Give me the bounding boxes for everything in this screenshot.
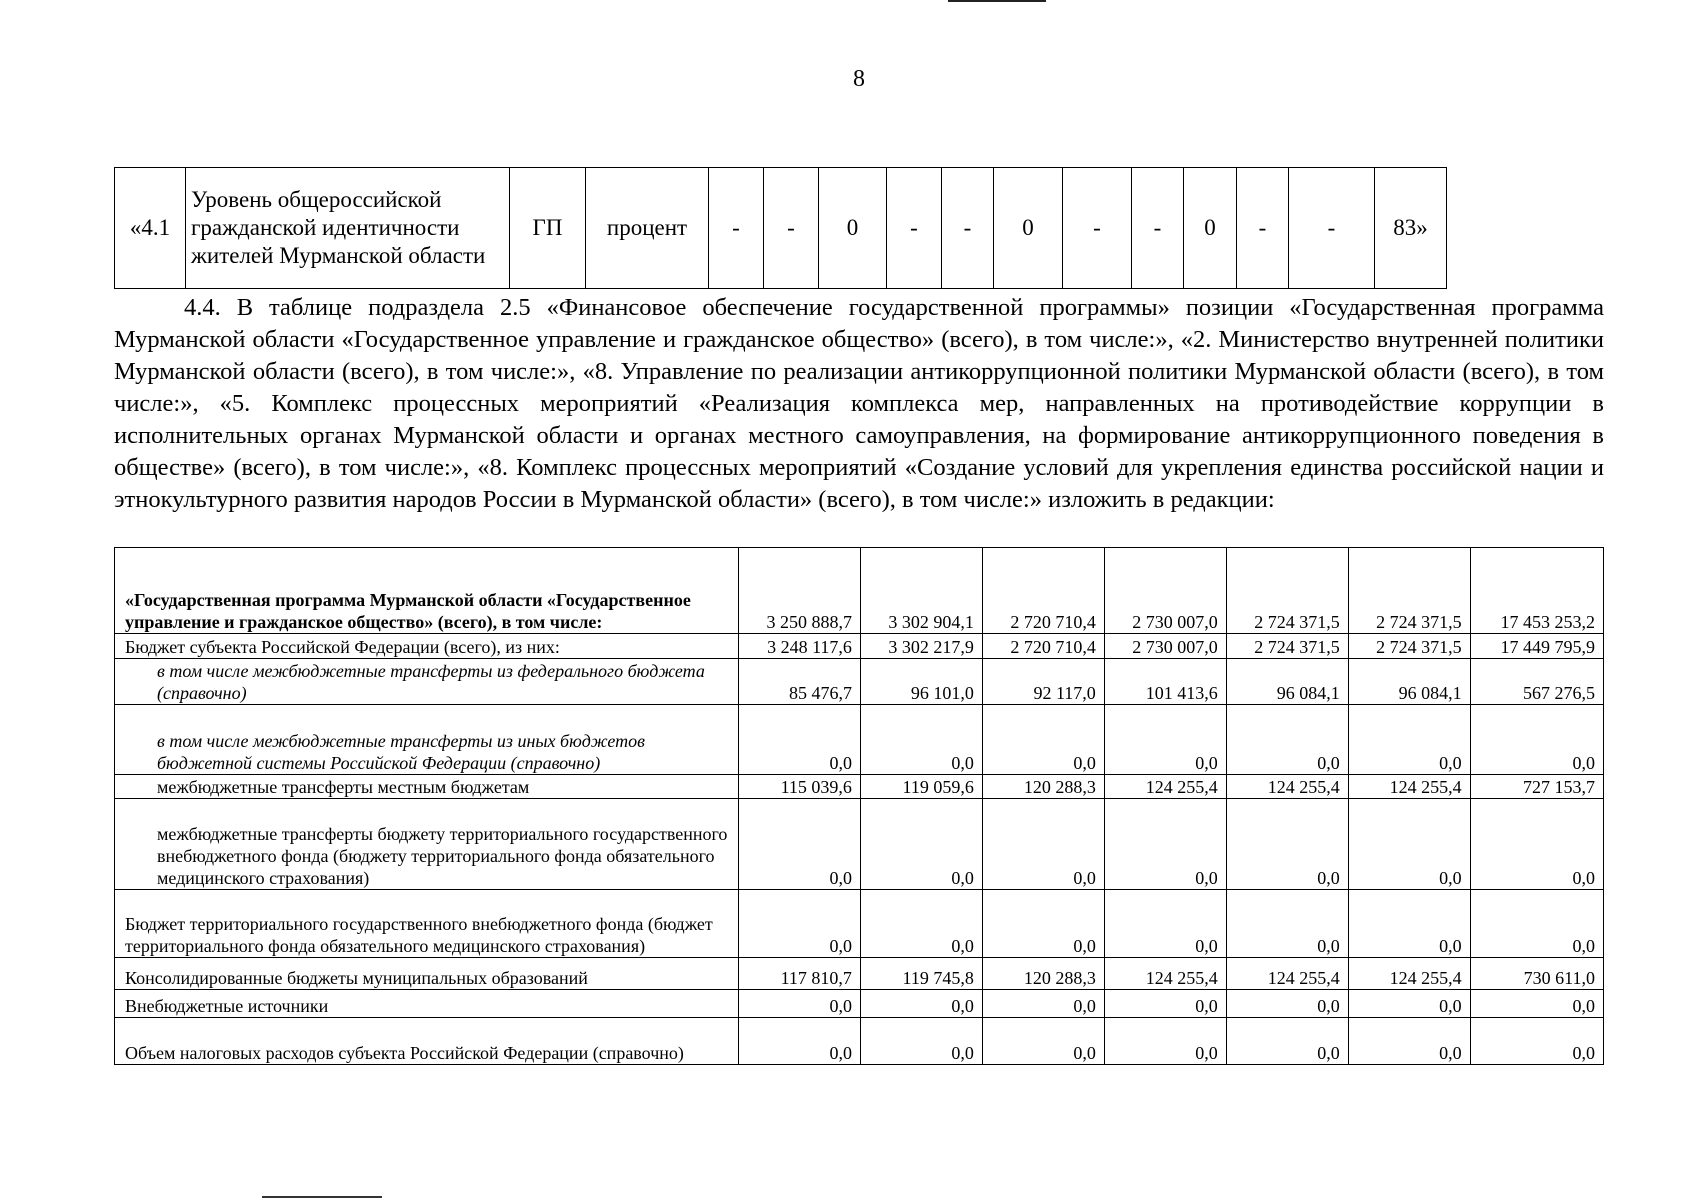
cell-value: 124 255,4: [1226, 775, 1348, 799]
cell-value: 0,0: [739, 705, 861, 775]
table-row: [115, 1018, 1604, 1065]
indicator-value: -: [1237, 168, 1289, 289]
cell-value: 0,0: [739, 1018, 861, 1065]
cell-value: 0,0: [982, 1018, 1104, 1065]
cell-value: 124 255,4: [1104, 958, 1226, 990]
cell-value: 96 084,1: [1348, 659, 1470, 705]
cell-value: 96 084,1: [1226, 659, 1348, 705]
cell-value: 0,0: [860, 990, 982, 1018]
indicator-type: ГП: [510, 168, 586, 289]
cell-value: 0,0: [1470, 799, 1603, 890]
table-row: [115, 705, 1604, 775]
cell-value: 124 255,4: [1348, 958, 1470, 990]
cell-value: 0,0: [1470, 1018, 1603, 1065]
table-row: [115, 799, 1604, 890]
cell-value: 119 745,8: [860, 958, 982, 990]
row-label: межбюджетные трансферты бюджету территориального государственного внебюджетного фонда (бюджету территориального фонда обязательного медицинского страхования): [115, 799, 739, 890]
cell-value: 0,0: [860, 890, 982, 958]
cell-value: 120 288,3: [982, 775, 1104, 799]
indicator-name: Уровень общероссийской гражданской идентичности жителей Мурманской области: [186, 168, 510, 289]
cell-value: 2 724 371,5: [1348, 548, 1470, 634]
top-rule: [948, 0, 1046, 2]
cell-value: 0,0: [1348, 890, 1470, 958]
amendment-paragraph: 4.4. В таблице подраздела 2.5 «Финансовое обеспечение государственной программы» позиции «Государственная программа Мурманской области «Государственное управление и гражданское общество» (всего), в том числе:», «2. Министерство внутренней политики Мурманской области (всего), в том числе:», «8. Управление по реализации антикоррупционной политики Мурманской области (всего), в том числе:», «5. Комплекс процессных мероприятий «Реализация комплекса мер, направленных на противодействие коррупции в исполнительных органах Мурманской области и органах местного самоуправления, на формирование антикоррупционного поведения в обществе» (всего), в том числе:», «8. Комплекс процессных мероприятий «Создание условий для укрепления единства российской нации и этнокультурного развития народов России в Мурманской области» (всего), в том числе:» изложить в редакции:: [114, 294, 1604, 513]
table-row: [115, 634, 1604, 659]
indicator-value: -: [1063, 168, 1132, 289]
cell-value: 0,0: [1226, 890, 1348, 958]
cell-value: 120 288,3: [982, 958, 1104, 990]
cell-value: 0,0: [739, 990, 861, 1018]
cell-value: 124 255,4: [1104, 775, 1226, 799]
cell-value: 17 453 253,2: [1470, 548, 1603, 634]
indicator-value: -: [1289, 168, 1375, 289]
cell-value: 727 153,7: [1470, 775, 1603, 799]
row-label: межбюджетные трансферты местным бюджетам: [115, 775, 739, 799]
cell-value: 0,0: [1104, 990, 1226, 1018]
cell-value: 0,0: [1226, 990, 1348, 1018]
indicator-value: 0: [819, 168, 887, 289]
row-label: Консолидированные бюджеты муниципальных образований: [115, 958, 739, 990]
row-label: Бюджет территориального государственного внебюджетного фонда (бюджет территориального фонда обязательного медицинского страхования): [115, 890, 739, 958]
indicator-value: 83»: [1375, 168, 1447, 289]
cell-value: 0,0: [860, 1018, 982, 1065]
cell-value: 0,0: [1470, 990, 1603, 1018]
row-label: Внебюджетные источники: [115, 990, 739, 1018]
page-number: 8: [853, 66, 865, 92]
table-row: [115, 990, 1604, 1018]
cell-value: 0,0: [860, 705, 982, 775]
row-label: «Государственная программа Мурманской области «Государственное управление и гражданское общество» (всего), в том числе:: [115, 548, 739, 634]
cell-value: 96 101,0: [860, 659, 982, 705]
cell-value: 0,0: [1348, 705, 1470, 775]
table-row: [115, 659, 1604, 705]
finance-table: [114, 547, 1604, 1065]
cell-value: 17 449 795,9: [1470, 634, 1603, 659]
row-label: Объем налоговых расходов субъекта Российской Федерации (справочно): [115, 1018, 739, 1065]
cell-value: 0,0: [1348, 990, 1470, 1018]
cell-value: 0,0: [982, 990, 1104, 1018]
cell-value: 0,0: [1470, 705, 1603, 775]
table-row: [115, 775, 1604, 799]
cell-value: 3 302 217,9: [860, 634, 982, 659]
cell-value: 117 810,7: [739, 958, 861, 990]
indicator-unit: процент: [586, 168, 709, 289]
bottom-rule: [262, 1196, 382, 1198]
cell-value: 101 413,6: [1104, 659, 1226, 705]
table-row: [115, 548, 1604, 634]
cell-value: 0,0: [982, 705, 1104, 775]
table-row: [115, 958, 1604, 990]
row-label: Бюджет субъекта Российской Федерации (всего), из них:: [115, 634, 739, 659]
indicator-value: -: [709, 168, 764, 289]
cell-value: 124 255,4: [1348, 775, 1470, 799]
cell-value: 2 720 710,4: [982, 634, 1104, 659]
cell-value: 0,0: [739, 890, 861, 958]
cell-value: 0,0: [1348, 1018, 1470, 1065]
cell-value: 3 302 904,1: [860, 548, 982, 634]
indicator-table: [114, 167, 1447, 289]
cell-value: 0,0: [1470, 890, 1603, 958]
cell-value: 0,0: [739, 799, 861, 890]
cell-value: 0,0: [982, 890, 1104, 958]
cell-value: 0,0: [982, 799, 1104, 890]
cell-value: 3 250 888,7: [739, 548, 861, 634]
cell-value: 3 248 117,6: [739, 634, 861, 659]
cell-value: 0,0: [1104, 890, 1226, 958]
cell-value: 730 611,0: [1470, 958, 1603, 990]
row-label: в том числе межбюджетные трансферты из иных бюджетов бюджетной системы Российской Федерации (справочно): [115, 705, 739, 775]
cell-value: 2 724 371,5: [1226, 548, 1348, 634]
cell-value: 0,0: [1348, 799, 1470, 890]
cell-value: 0,0: [1104, 799, 1226, 890]
indicator-value: -: [1132, 168, 1184, 289]
indicator-value: 0: [994, 168, 1063, 289]
indicator-number: «4.1: [115, 168, 186, 289]
cell-value: 124 255,4: [1226, 958, 1348, 990]
table-row: [115, 890, 1604, 958]
cell-value: 0,0: [1226, 799, 1348, 890]
cell-value: 0,0: [860, 799, 982, 890]
cell-value: 0,0: [1226, 1018, 1348, 1065]
cell-value: 2 720 710,4: [982, 548, 1104, 634]
indicator-value: -: [887, 168, 942, 289]
cell-value: 567 276,5: [1470, 659, 1603, 705]
indicator-value: -: [764, 168, 819, 289]
indicator-value: -: [942, 168, 994, 289]
cell-value: 2 724 371,5: [1226, 634, 1348, 659]
indicator-row: [115, 168, 1447, 289]
cell-value: 119 059,6: [860, 775, 982, 799]
cell-value: 0,0: [1104, 1018, 1226, 1065]
cell-value: 115 039,6: [739, 775, 861, 799]
indicator-value: 0: [1184, 168, 1237, 289]
cell-value: 0,0: [1104, 705, 1226, 775]
cell-value: 0,0: [1226, 705, 1348, 775]
cell-value: 2 724 371,5: [1348, 634, 1470, 659]
cell-value: 2 730 007,0: [1104, 634, 1226, 659]
row-label: в том числе межбюджетные трансферты из федерального бюджета (справочно): [115, 659, 739, 705]
cell-value: 85 476,7: [739, 659, 861, 705]
cell-value: 92 117,0: [982, 659, 1104, 705]
cell-value: 2 730 007,0: [1104, 548, 1226, 634]
